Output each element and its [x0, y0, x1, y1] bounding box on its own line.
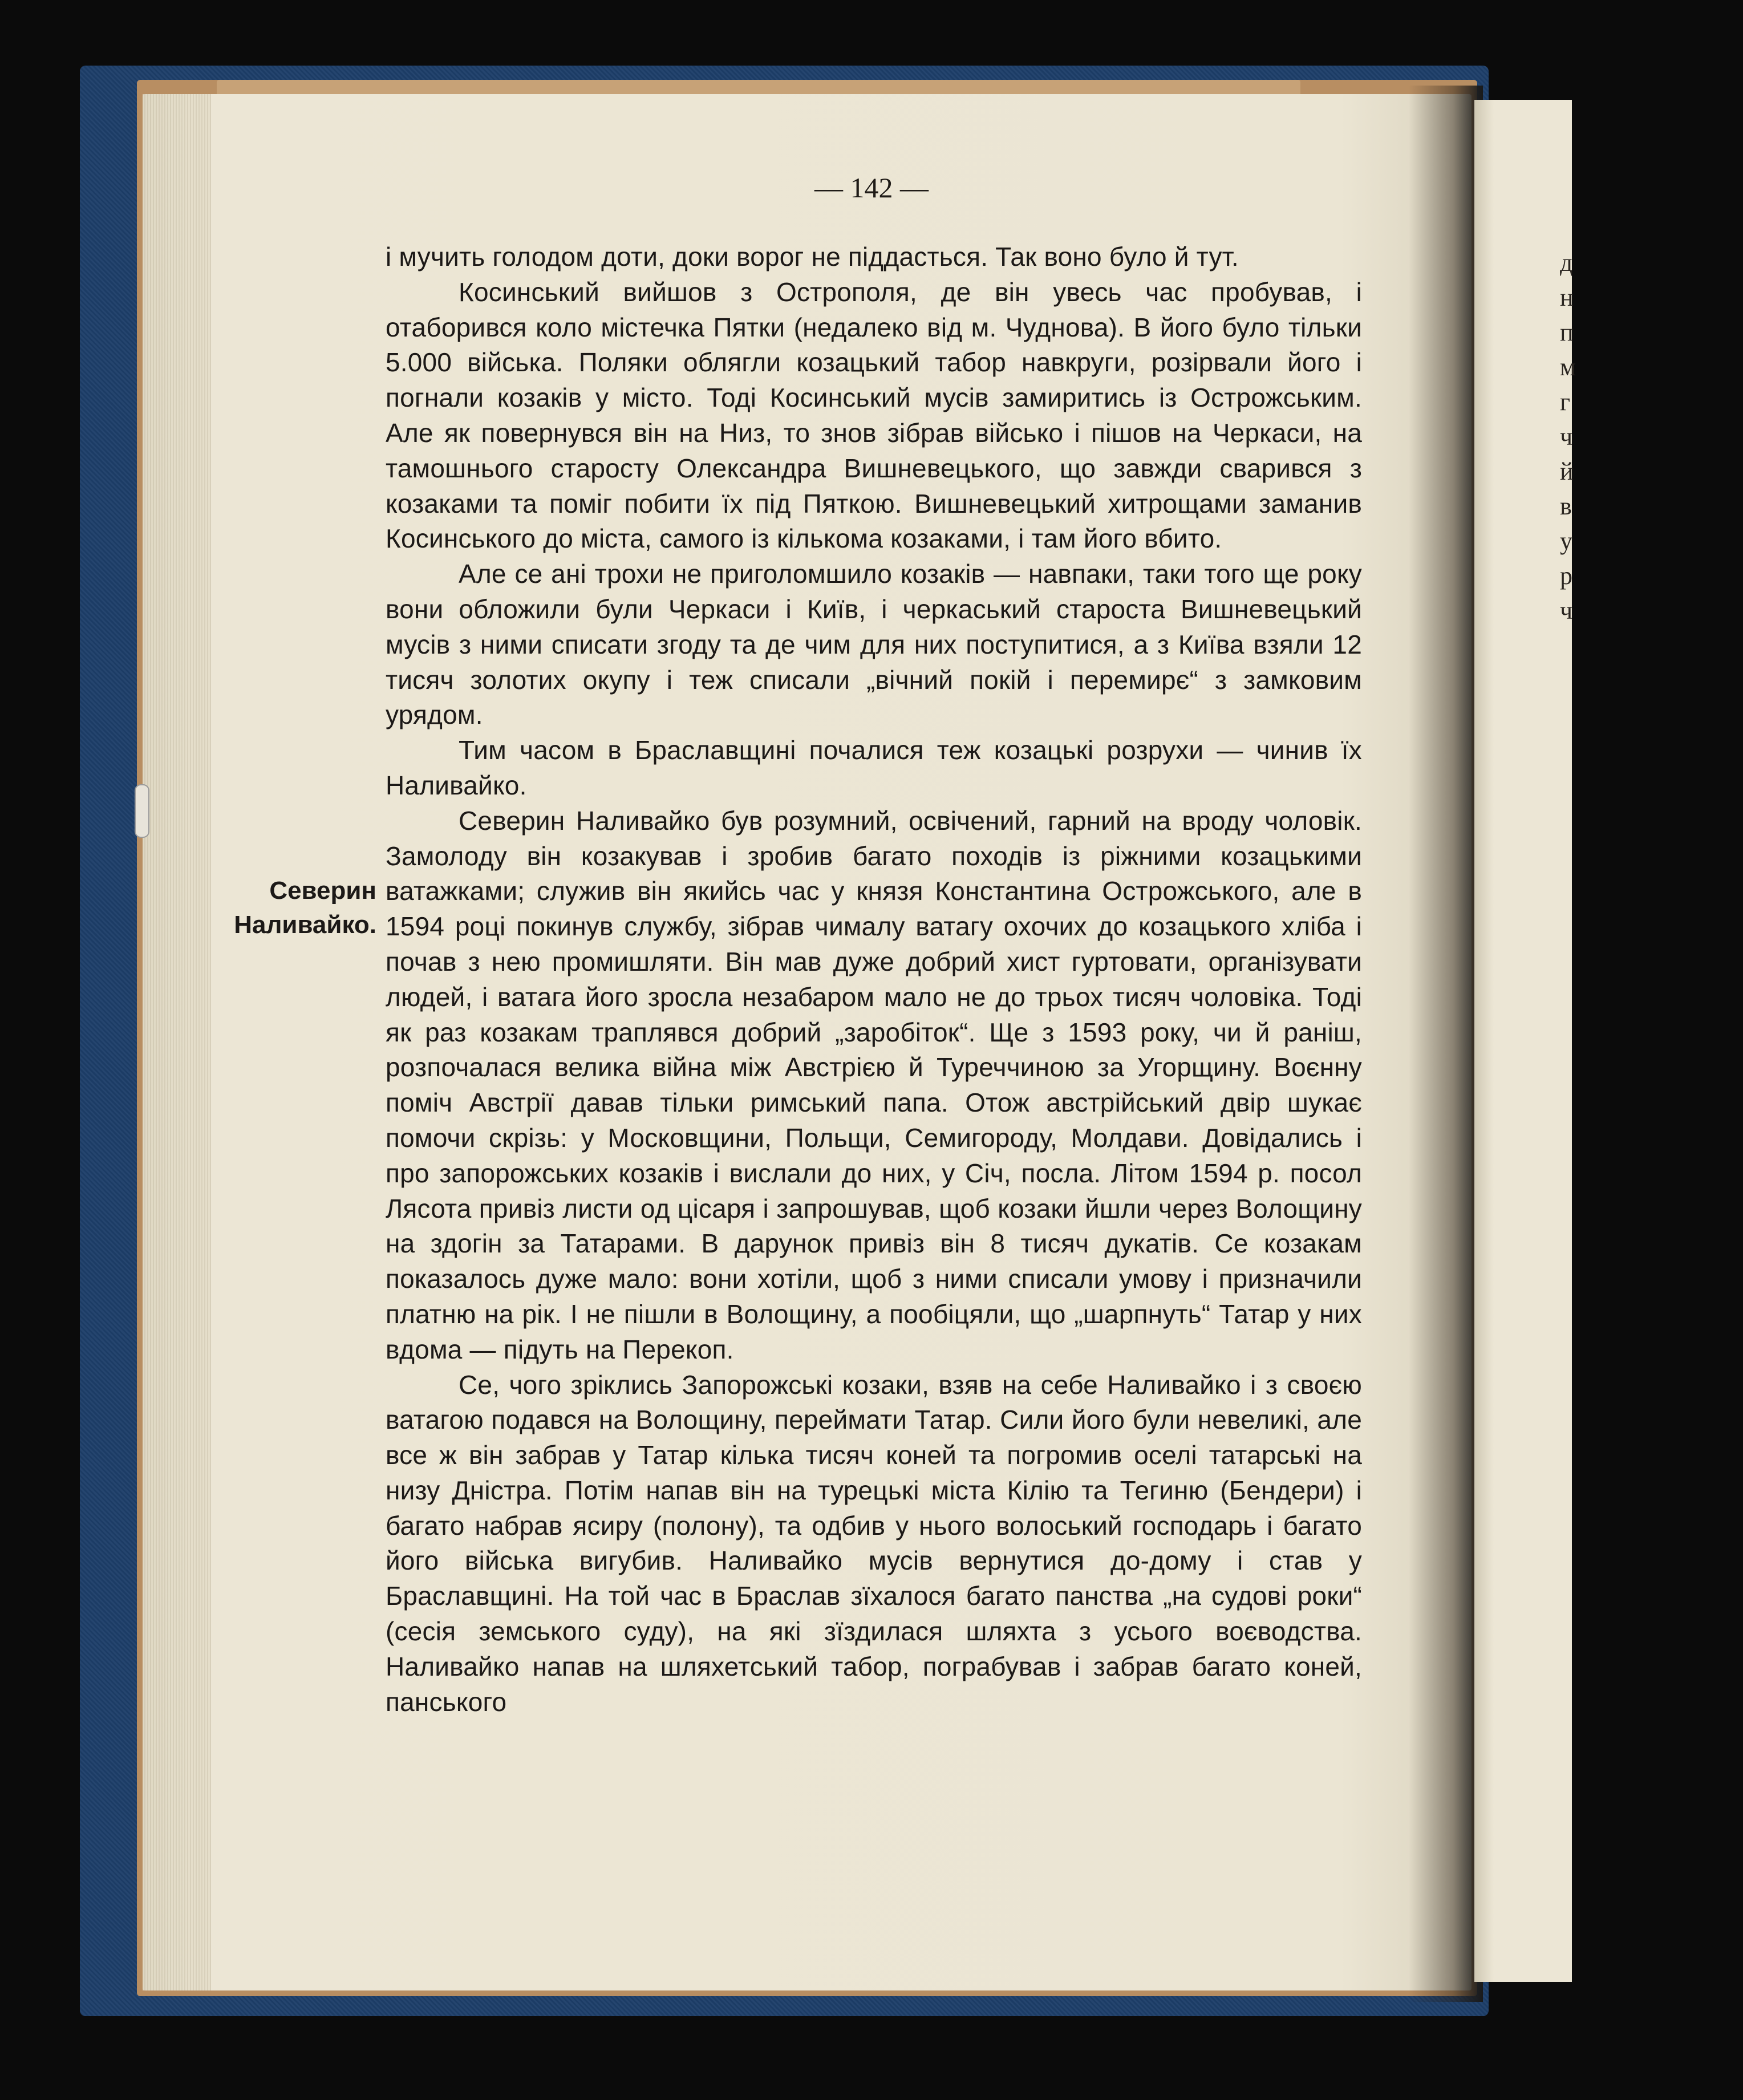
bookmark-ribbon	[135, 784, 149, 838]
next-page-letter: у	[1560, 527, 1572, 555]
paragraph: Се, чого зріклись Запорожські козаки, взяв на себе Наливайко і з своєю ватагою подався на Волощину, переймати Татар. Сили його були невеликі, але все ж він забрав у Татар кілька тисяч коней та погромив оселі татарські на низу Дністра. Потім напав він на турецькі міста Кілію та Тегиню (Бендери) і багато набрав ясиру (полону), та одбив у нього волоський господарь і багато його війська вигубив. Наливайко мусів вернутися до-дому і став у Браславщині. На той час в Браслав зїхалося багато панства „на судові роки“ (сесія земського суду), на які зїздилася шляхта з усього воєводства. Наливайко напав на шляхетський табор, пограбував і забрав багато коней, панського	[386, 1369, 1362, 1717]
paragraph: Тим часом в Браславщині почалися теж козацькі розрухи — чинив їх Наливайко.	[386, 735, 1362, 800]
next-page-letters	[1560, 245, 1576, 628]
next-page-letter: п	[1560, 318, 1574, 346]
page-number: — 142 —	[814, 172, 929, 204]
next-page-letter: м	[1560, 353, 1576, 381]
page-stack-edge	[143, 94, 211, 1990]
paragraph: і мучить голодом доти, доки ворог не піддасться. Так воно було й тут.	[386, 242, 1239, 271]
next-page-letter: р	[1560, 562, 1572, 590]
side-heading	[228, 874, 376, 942]
gutter-shadow	[1409, 86, 1483, 2002]
side-heading-line: Наливайко.	[234, 911, 376, 939]
paragraph: Але се ані трохи не приголомшило козаків — навпаки, таки того ще року вони обложили були Черкаси і Київ, і черкаський староста Вишневецький мусів з ними списати згоду та де чим для них поступитися, а з Київа взяли 12 тисяч золотих окупу і теж списали „вічний покій і перемирє“ з замковим урядом.	[386, 559, 1362, 730]
next-page-letter: в	[1560, 492, 1572, 520]
next-page	[1474, 100, 1576, 1982]
next-page-letter: д	[1560, 249, 1573, 277]
next-page-letter: ч	[1560, 597, 1573, 625]
next-page-letter: ч	[1560, 423, 1573, 451]
paragraph: Косинський вийшов з Острополя, де він увесь час пробував, і отаборився коло містечка Пятки (недалеко від м. Чуднова). В його було тільки 5.000 війська. Поляки облягли козацький табор навкруги, розірвали його і погнали козаків у місто. Тоді Косинський мусів замиритись із Острожським. Але як повернувся він на Низ, то знов зібрав військо і пішов на Черкаси, на тамошнього старосту Олександра Вишневецького, що завжди сварився з козаками та поміг побити їх під Пяткою. Вишневецький хитрощами заманив Косинського до міста, самого із кількома козаками, і там його вбито.	[386, 277, 1362, 554]
next-page-letter: й	[1560, 457, 1574, 485]
paragraph: Северин Наливайко був розумний, освічений, гарний на вроду чоловік. Замолоду він козакував і зробив багато походів із ріжними козацькими ватажками; служив він якийсь час у князя Константина Острожського, але в 1594 році покинув службу, зібрав чималу ватагу охочих до козацького хліба і почав з нею промишляти. Він мав дуже добрий хист гуртовати, організувати людей, і ватага його зросла незабаром мало не до трьох тисяч чоловіка. Тоді як раз козакам траплявся добрий „заробіток“. Ще з 1593 року, чи й раніш, розпочалася велика війна між Австрією й Туреччиною за Угорщину. Воєнну поміч Австрії давав тільки римський папа. Отож австрійський двір шукає помочи скрізь: у Московщини, Польщи, Семигороду, Молдави. Довідались і про запорожських козаків і вислали до них, у Січ, посла. Літом 1594 р. посол Лясота привіз листи од цісаря і запрошував, щоб козаки йшли через Волощину на здогін за Татарами. В дарунок привіз він 8 тисяч дукатів. Се козакам показалось дуже мало: вони хотіли, щоб з ними списали умову і призначили платню на рік. І не пішли в Волощину, а пообіцяли, що „шарпнуть“ Татар у них вдома — підуть на Перекоп.	[386, 805, 1362, 1364]
side-heading-line: Северин	[269, 877, 376, 905]
next-page-letter: г	[1560, 388, 1571, 416]
body-text	[386, 240, 1362, 1720]
next-page-letter: н	[1560, 283, 1574, 311]
